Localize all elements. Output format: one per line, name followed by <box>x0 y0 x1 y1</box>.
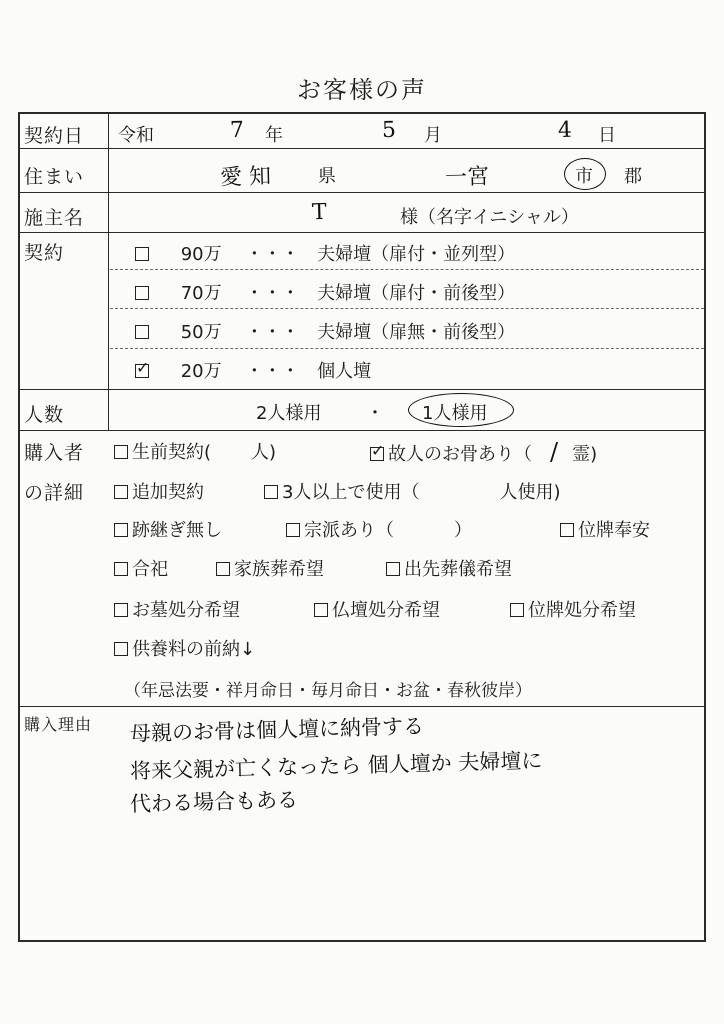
contract-option-4-price: 20万 <box>180 361 222 382</box>
buyer-row2-a[interactable] <box>114 478 204 504</box>
buyer-row2-b[interactable] <box>264 478 560 504</box>
reason-line-3: 代わる場合もある <box>129 787 299 817</box>
altar-disposal-label: 仏壇処分希望 <box>332 600 440 621</box>
date-day: 4 <box>557 117 573 144</box>
buyer-row3-b[interactable] <box>286 516 472 542</box>
contract-option-2-price: 70万 <box>180 283 222 304</box>
deceased-remains-label: 故人のお骨あり（ <box>388 444 532 465</box>
buyer-label-line2: の詳細 <box>24 482 85 504</box>
three-plus-unit: 人使用) <box>499 482 561 503</box>
additional-contract-label: 追加契約 <box>132 482 204 503</box>
family-funeral-checkbox[interactable] <box>216 562 230 576</box>
ihai-disposal-label: 位牌処分希望 <box>528 600 636 621</box>
date-month-unit: 月 <box>424 125 442 146</box>
date-month: 5 <box>381 117 397 144</box>
sect-checkbox[interactable] <box>286 523 300 537</box>
family-funeral-label: 家族葬希望 <box>234 559 324 580</box>
buyer-row5-b[interactable] <box>314 596 440 622</box>
contract-option-2-checkbox[interactable] <box>135 286 149 300</box>
owner-initial: T <box>311 199 328 226</box>
buyer-row5-a[interactable] <box>114 596 240 622</box>
contract-option-3-name: 夫婦壇（扉無・前後型） <box>317 322 516 343</box>
deceased-remains-count: / <box>550 438 559 466</box>
address-prefecture: 愛 知 <box>219 164 272 191</box>
ihai-enshrine-label: 位牌奉安 <box>578 520 650 541</box>
contract-option-1-price: 90万 <box>180 244 222 265</box>
contract-option-4-dots: ・・・ <box>245 361 300 382</box>
contract-option-4-name: 個人壇 <box>317 361 372 382</box>
buyer-row3-c[interactable] <box>560 516 650 542</box>
no-successor-label: 跡継ぎ無し <box>132 520 222 541</box>
away-funeral-checkbox[interactable] <box>386 562 400 576</box>
joint-burial-label: 合祀 <box>132 559 168 580</box>
buyer-row1-b[interactable] <box>370 438 597 466</box>
buyer-label-line1: 購入者 <box>24 442 85 464</box>
contract-option-1-name: 夫婦壇（扉付・並列型） <box>317 244 516 265</box>
date-label: 契約日 <box>24 125 85 147</box>
buyer-row6-a[interactable] <box>114 635 255 661</box>
sect-label: 宗派あり（ <box>304 520 394 541</box>
away-funeral-label: 出先葬儀希望 <box>404 559 512 580</box>
grave-disposal-label: お墓処分希望 <box>132 600 240 621</box>
deceased-remains-unit: 霊) <box>572 444 598 465</box>
prepaid-memorial-label: 供養料の前納↓ <box>132 639 256 660</box>
buyer-row5-c[interactable] <box>510 596 636 622</box>
prepaid-memorial-checkbox[interactable] <box>114 642 128 656</box>
count-option-1person[interactable]: 1人様用 <box>422 403 488 424</box>
contract-option-3[interactable] <box>135 318 515 344</box>
address-pref-unit: 県 <box>318 166 336 187</box>
address-city-unit: 市 <box>575 166 593 187</box>
date-day-unit: 日 <box>598 125 616 146</box>
contract-option-1-dots: ・・・ <box>245 244 300 265</box>
prelife-contract-label: 生前契約( <box>132 442 212 463</box>
date-year-unit: 年 <box>265 125 283 146</box>
contract-option-1[interactable] <box>135 240 515 266</box>
sect-unit: ） <box>454 520 472 541</box>
buyer-row4-b[interactable] <box>216 555 324 581</box>
contract-option-2-dots: ・・・ <box>245 283 300 304</box>
contract-option-3-checkbox[interactable] <box>135 325 149 339</box>
buyer-row3-a[interactable] <box>114 516 222 542</box>
contract-option-3-price: 50万 <box>180 322 222 343</box>
reason-line-2: 将来父親が亡くなったら 個人壇か 夫婦壇に <box>129 748 543 784</box>
reason-label: 購入理由 <box>24 715 93 734</box>
ihai-enshrine-checkbox[interactable] <box>560 523 574 537</box>
page-title: お客様の声 <box>297 76 427 104</box>
deceased-remains-checkbox[interactable] <box>370 447 384 461</box>
contract-option-4[interactable] <box>135 357 371 383</box>
city-selected-circle <box>564 158 606 190</box>
three-plus-label: 3人以上で使用（ <box>282 482 420 503</box>
memorial-note: （年忌法要・祥月命日・毎月命日・お盆・春秋彼岸） <box>124 681 532 701</box>
contract-option-2-name: 夫婦壇（扉付・前後型） <box>317 283 516 304</box>
address-city: 一宮 <box>444 164 490 191</box>
count-option-2person[interactable]: 2人様用 <box>256 403 322 424</box>
buyer-row1-a[interactable] <box>114 438 276 464</box>
additional-contract-checkbox[interactable] <box>114 485 128 499</box>
buyer-row4-a[interactable] <box>114 555 168 581</box>
altar-disposal-checkbox[interactable] <box>314 603 328 617</box>
buyer-row4-c[interactable] <box>386 555 512 581</box>
joint-burial-checkbox[interactable] <box>114 562 128 576</box>
date-year: 7 <box>229 117 245 144</box>
contract-option-4-checkbox[interactable] <box>135 364 149 378</box>
contract-label: 契約 <box>24 242 65 264</box>
three-plus-checkbox[interactable] <box>264 485 278 499</box>
ihai-disposal-checkbox[interactable] <box>510 603 524 617</box>
date-era: 令和 <box>118 125 154 146</box>
address-gun-unit: 郡 <box>624 166 642 187</box>
owner-suffix: 様（名字イニシャル） <box>400 207 579 228</box>
prelife-contract-unit: 人) <box>251 442 277 463</box>
address-label: 住まい <box>24 166 85 188</box>
owner-label: 施主名 <box>24 207 85 229</box>
contract-option-2[interactable] <box>135 279 515 305</box>
voice-form <box>18 112 706 942</box>
count-separator: ・ <box>366 403 384 424</box>
count-selected-circle <box>408 393 514 427</box>
reason-line-1: 母親のお骨は個人壇に納骨する <box>129 714 425 746</box>
no-successor-checkbox[interactable] <box>114 523 128 537</box>
contract-option-3-dots: ・・・ <box>245 322 300 343</box>
contract-option-1-checkbox[interactable] <box>135 247 149 261</box>
grave-disposal-checkbox[interactable] <box>114 603 128 617</box>
prelife-contract-checkbox[interactable] <box>114 445 128 459</box>
count-label: 人数 <box>24 404 65 426</box>
